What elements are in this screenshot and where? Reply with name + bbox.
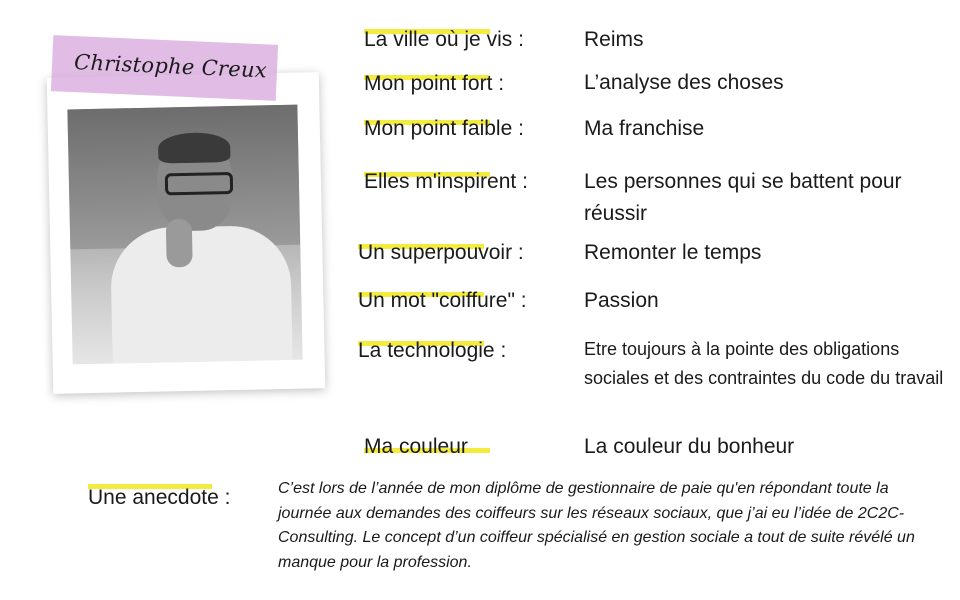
label-weakness: Mon point faible : xyxy=(364,117,524,140)
profile-polaroid xyxy=(47,72,326,394)
anecdote-text: C’est lors de l’année de mon diplôme de gestionnaire de paie qu'en répondant toute la journée aux demandes des coiffeurs sur les réseaux sociaux, que j’ai eu l’idée de 2C2C-Consulting. Le concept d’un coiffeur spécialisé en gestion sociale a tout de suite révélé un manque pour la profession. xyxy=(278,480,915,571)
photo-hand xyxy=(166,219,193,268)
value-inspiration: Les personnes qui se battent pour réussir xyxy=(584,170,902,225)
label-color: Ma couleur xyxy=(364,435,468,458)
value-superpower: Remonter le temps xyxy=(584,241,762,264)
value-technology: Etre toujours à la pointe des obligations sociales et des contraintes du code du travail xyxy=(584,339,944,388)
photo-shirt xyxy=(110,225,293,365)
label-city: La ville où je vis : xyxy=(364,28,524,51)
profile-name: Christophe Creux xyxy=(73,50,268,83)
value-strength: L’analyse des choses xyxy=(584,71,784,94)
label-technology: La technologie : xyxy=(358,339,507,362)
label-inspiration: Elles m'inspirent : xyxy=(364,170,528,193)
value-city: Reims xyxy=(584,28,644,51)
photo-glasses xyxy=(165,172,233,195)
profile-photo xyxy=(67,105,302,365)
label-superpower: Un superpouvoir : xyxy=(358,241,524,264)
value-weakness: Ma franchise xyxy=(584,117,705,140)
label-strength: Mon point fort : xyxy=(364,72,505,95)
label-hair-word: Un mot "coiffure" : xyxy=(358,289,527,312)
anecdote-label: Une anecdote : xyxy=(88,486,231,509)
value-color: La couleur du bonheur xyxy=(584,435,795,458)
photo-hair xyxy=(158,132,231,164)
name-tape xyxy=(51,35,278,101)
value-hair-word: Passion xyxy=(584,289,659,312)
